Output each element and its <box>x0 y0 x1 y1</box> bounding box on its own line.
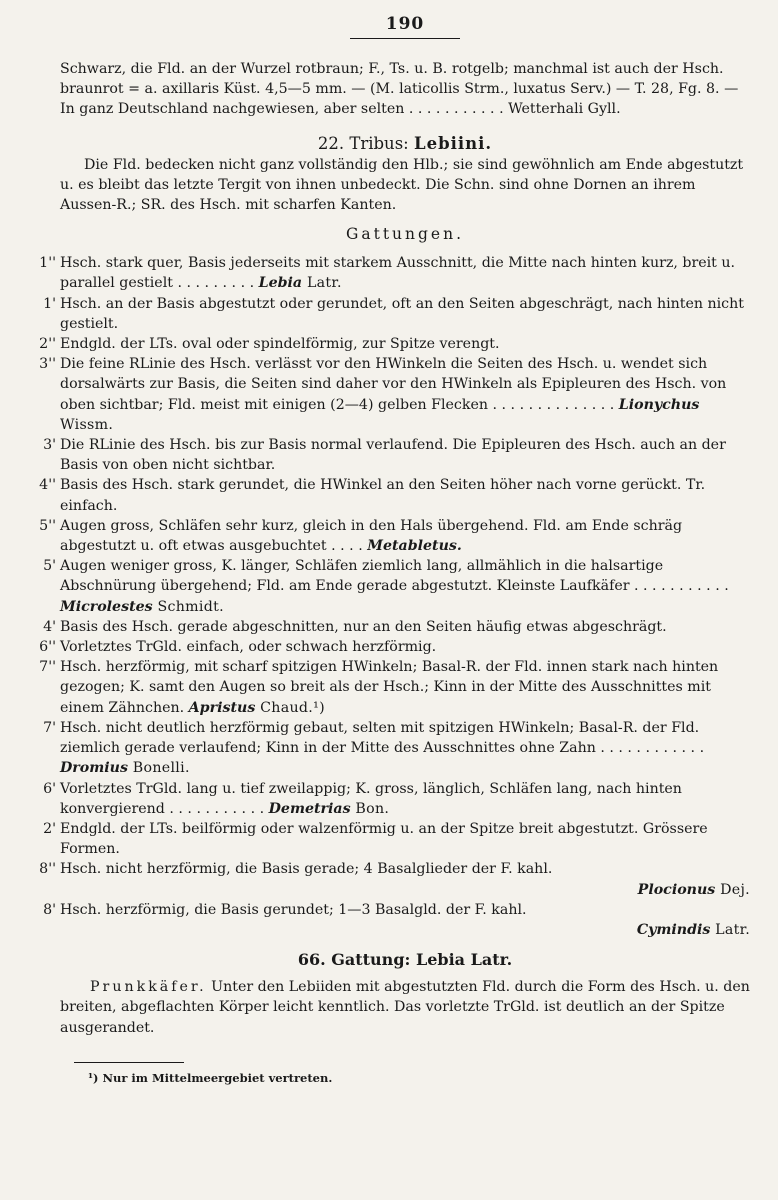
key-entry-text: Basis des Hsch. gerade abgeschnitten, nur an den Seiten häufig etwas abgeschrägt. <box>60 618 667 635</box>
key-entry-number: 7' <box>43 719 56 736</box>
key-entry <box>43 718 750 779</box>
footnote: ¹) Nur im Mittelmeergebiet vertreten. <box>88 1070 333 1085</box>
identification-key <box>39 253 750 940</box>
key-entry <box>39 354 750 435</box>
key-entry-number: 6'' <box>39 639 56 656</box>
genus-name: Lebia <box>258 275 303 292</box>
key-entry-number: 8'' <box>39 861 56 878</box>
key-entry-number: 3'' <box>39 356 56 373</box>
key-entry-number: 5' <box>43 558 56 575</box>
prunk-text: Unter den Lebiiden mit abgestutzten Fld. durch die Form des Hsch. u. den breiten, abgeflachten Körper leicht kenntlich. Das vorletzte TrGld. ist deutlich an der Spitze ausgerandet. <box>60 979 750 1036</box>
key-entry-number: 4' <box>43 618 56 635</box>
key-entry-genus <box>269 801 390 817</box>
tribus-prefix: 22. Tribus: <box>317 133 409 153</box>
key-entry <box>43 900 750 940</box>
key-entry <box>39 334 750 354</box>
key-entry-text: Hsch. an der Basis abgestutzt oder gerundet, oft an den Seiten abgeschrägt, nach hinten nicht gestielt. <box>60 295 744 332</box>
key-entry-text: Vorletztes TrGld. lang u. tief zweilappig; K. gross, länglich, Schläfen lang, nach hinten konvergierend . . . . . . . . . . . <box>60 780 682 817</box>
genus-author: Wissm. <box>60 416 114 433</box>
key-entry <box>43 556 750 617</box>
key-entry-number: 6' <box>43 780 56 797</box>
prunk-paragraph <box>60 977 750 1038</box>
key-entry-text: Basis des Hsch. stark gerundet, die HWinkel an den Seiten höher nach vorne gerückt. Tr. einfach. <box>60 477 706 514</box>
tribus-name: Lebiini. <box>413 133 493 153</box>
genus-author: Dej. <box>715 881 750 898</box>
key-entry-number: 2' <box>43 820 56 837</box>
key-entry-text: Die feine RLinie des Hsch. verlässt vor den HWinkeln die Seiten des Hsch. u. wendet sich dorsalwärts zur Basis, die Seiten sind daher vor den HWinkeln als Epipleuren des Hsch. von oben sichtbar; Fld. meist mit einigen (2—4) gelben Flecken . . . . . . . . . . . . . . <box>60 356 727 413</box>
genus-name: Plocionus <box>637 881 716 898</box>
key-entry-genus <box>60 760 190 776</box>
key-entry <box>39 637 750 657</box>
key-entry-number: 2'' <box>39 336 56 353</box>
key-entry <box>43 819 750 859</box>
genus-name: Demetrias <box>268 800 351 817</box>
tribus-description: Die Fld. bedecken nicht ganz vollständig den Hlb.; sie sind gewöhnlich am Ende abgestutzt u. es bleibt das letzte Tergit von ihnen unbedeckt. Die Schn. sind ohne Dornen an ihrem Aussen-R.; SR. des Hsch. mit scharfen Kanten. <box>60 156 744 214</box>
page-number <box>60 14 750 39</box>
key-entry-number: 3' <box>43 437 56 454</box>
key-entry <box>39 859 750 899</box>
key-entry <box>43 617 750 637</box>
key-entry-text: Augen gross, Schläfen sehr kurz, gleich in den Hals übergehend. Fld. am Ende schräg abgestutzt u. oft etwas ausgebuchtet . . . . <box>60 517 683 555</box>
key-entry-text: Die RLinie des Hsch. bis zur Basis normal verlaufend. Die Epipleuren des Hsch. auch an der Basis von oben nicht sichtbar. <box>60 437 726 474</box>
genus-name: Lionychus <box>618 396 700 413</box>
key-entry-text: Augen weniger gross, K. länger, Schläfen ziemlich lang, allmählich in die halsartige Abschnürung übergehend; Fld. am Ende gerade abgestutzt. Kleinste Laufkäfer . . . . . . . . . . . <box>60 558 729 595</box>
genus-name: Metabletus. <box>367 538 462 555</box>
key-entry <box>39 657 750 718</box>
genus-name: Microlestes <box>60 598 153 615</box>
key-entry-number: 7'' <box>39 659 56 676</box>
key-entry <box>39 475 750 515</box>
key-entry <box>43 779 750 819</box>
key-entry-text: Hsch. nicht deutlich herzförmig gebaut, selten mit spitzigen HWinkeln; Basal-R. der Fld. ziemlich gerade verlaufend; Kinn in der Mitte des Ausschnittes ohne Zahn . . . . . . . . . . . . <box>60 719 705 757</box>
genus-author: Bonelli. <box>127 760 190 777</box>
footnote-rule <box>74 1062 184 1063</box>
key-entry-number: 4'' <box>39 477 56 494</box>
key-entry-genus <box>60 920 750 940</box>
genus-author: Latr. <box>710 921 750 938</box>
key-entry-text: Vorletztes TrGld. einfach, oder schwach herzförmig. <box>60 639 437 656</box>
genus-author: Bon. <box>350 800 390 817</box>
key-entry-number: 5'' <box>39 517 56 534</box>
key-entry <box>39 516 750 556</box>
prunk-word: Prunkkäfer. <box>90 979 207 996</box>
tribus-heading <box>60 134 750 153</box>
key-entry-text: Hsch. herzförmig, mit scharf spitzigen HWinkeln; Basal-R. der Fld. innen stark nach hinten gezogen; K. samt den Augen so breit als der Hsch.; Kinn in der Mitte des Ausschnittes mit einem Zähnchen. <box>60 659 719 716</box>
key-entry-number: 8' <box>43 901 56 918</box>
key-entry-genus <box>189 700 325 716</box>
intro-paragraph: Schwarz, die Fld. an der Wurzel rotbraun; F., Ts. u. B. rotgelb; manchmal ist auch der Hsch. braunrot = a. axillaris Küst. 4,5—5 mm. — (M. laticollis Strm., luxatus Serv.) — T. 28, Fg. 8. — In ganz Deutschland nachgewiesen, aber selten . . . . . . . . . . . Wetterhali Gyll. <box>60 61 739 118</box>
page-number-text: 190 <box>385 14 425 34</box>
key-entry-text: Endgld. der LTs. oval oder spindelförmig, zur Spitze verengt. <box>60 336 500 353</box>
key-entry-genus <box>367 538 462 554</box>
genus-author: Latr. <box>302 275 342 292</box>
key-entry <box>39 253 750 293</box>
key-entry-number: 1'' <box>39 255 56 272</box>
genus-name: Dromius <box>60 760 128 777</box>
key-entry-genus <box>60 880 750 900</box>
genus-heading-text: 66. Gattung: Lebia Latr. <box>297 950 513 970</box>
page <box>39 14 750 1085</box>
key-entry-genus <box>60 599 224 615</box>
key-entry-text: Hsch. herzförmig, die Basis gerundet; 1—3 Basalgld. der F. kahl. <box>60 901 527 918</box>
key-entry-genus <box>259 275 342 291</box>
genus-heading <box>60 950 750 969</box>
genus-author: Chaud.¹) <box>255 699 325 716</box>
genus-name: Apristus <box>188 699 256 716</box>
key-entry-number: 1' <box>43 295 56 312</box>
gattungen-heading: Gattungen. <box>345 225 465 244</box>
key-entry-text: Hsch. nicht herzförmig, die Basis gerade; 4 Basalglieder der F. kahl. <box>60 861 553 878</box>
key-entry-text: Endgld. der LTs. beilförmig oder walzenförmig u. an der Spitze breit abgestutzt. Grössere Formen. <box>60 820 708 858</box>
genus-author: Schmidt. <box>152 598 224 615</box>
key-entry <box>43 435 750 475</box>
key-entry-text: Hsch. stark quer, Basis jederseits mit starkem Ausschnitt, die Mitte nach hinten kurz, breit u. parallel gestielt . . . . . . . . . <box>60 255 736 292</box>
page-number-rule <box>350 38 460 39</box>
genus-name: Cymindis <box>636 921 711 938</box>
key-entry <box>43 294 750 334</box>
